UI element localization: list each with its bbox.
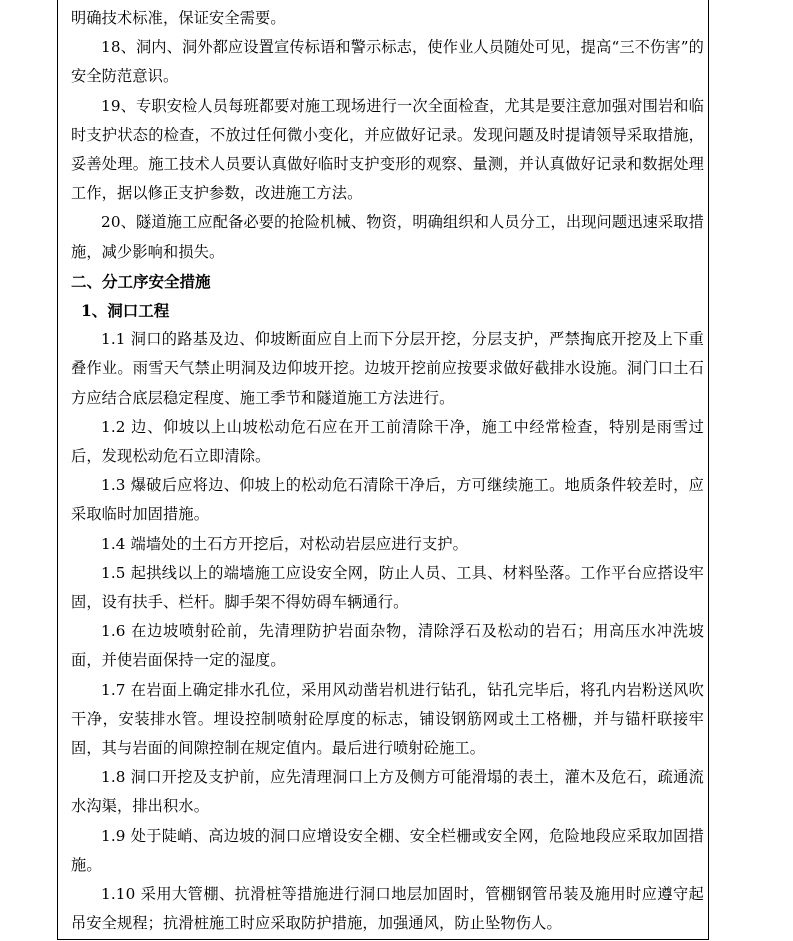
item-1-6: 1.6 在边坡喷射砼前，先清理防护岩面杂物，清除浮石及松动的岩石；用高压水冲洗坡面，并使岩面保持一定的湿度。 — [71, 622, 704, 670]
item-1-8: 1.8 洞口开挖及支护前，应先清理洞口上方及侧方可能滑塌的表土，灌木及危石，疏通流水沟渠，排出积水。 — [71, 768, 704, 816]
item-1-3: 1.3 爆破后应将边、仰坡上的松动危石清除干净后，方可继续施工。地质条件较差时，应采取临时加固措施。 — [71, 476, 704, 524]
item-1-10: 1.10 采用大管棚、抗滑桩等措施进行洞口地层加固时，管棚钢管吊装及施用时应遵守起吊安全规程；抗滑桩施工时应采取防护措施，加强通风，防止坠物伤人。 — [71, 885, 704, 933]
paragraph-17-tail: 明确技术标准，保证安全需要。 — [71, 9, 286, 27]
item-1-9: 1.9 处于陡峭、高边坡的洞口应增设安全棚、安全栏栅或安全网，危险地段应采取加固措施。 — [71, 826, 704, 874]
item-1-7: 1.7 在岩面上确定排水孔位，采用风动凿岩机进行钻孔，钻孔完毕后，将孔内岩粉送风吹干净，安装排水管。埋设控制喷射砼厚度的标志，铺设钢筋网或土工格栅，并与锚杆联接牢固，其与岩面的间隙控制在规定值内。最后进行喷射砼施工。 — [71, 680, 704, 758]
item-1-4: 1.4 端墙处的土石方开挖后，对松动岩层应进行支护。 — [101, 534, 469, 553]
paragraph-18: 18、洞内、洞外都应设置宣传标语和警示标志，使作业人员随处可见，提高“三不伤害”的安全防范意识。 — [71, 38, 704, 86]
section-heading: 二、分工序安全措施 — [71, 271, 211, 291]
paragraph-20: 20、隧道施工应配备必要的抢险机械、物资，明确组织和人员分工，出现问题迅速采取措施，减少影响和损失。 — [71, 213, 704, 261]
item-1-1: 1.1 洞口的路基及边、仰坡断面应自上而下分层开挖，分层支护，严禁掏底开挖及上下重叠作业。雨雪天气禁止明洞及边仰坡开挖。边坡开挖前应按要求做好截排水设施。洞门口土石方应结合底层稳定程度、施工季节和隧道施工方法进行。 — [71, 330, 704, 407]
paragraph-19: 19、专职安检人员每班都要对施工现场进行一次全面检查，尤其是要注意加强对围岩和临时支护状态的检查，不放过任何微小变化，并应做好记录。发现问题及时提请领导采取措施，妥善处理。施工技术人员要认真做好临时支护变形的观察、量测，并认真做好记录和数据处理工作，据以修正支护参数，改进施工方法。 — [71, 96, 704, 203]
document-body — [71, 4, 704, 939]
item-1-5: 1.5 起拱线以上的端墙施工应设安全网，防止人员、工具、材料坠落。工作平台应搭设牢固，设有扶手、栏杆。脚手架不得妨碍车辆通行。 — [71, 563, 704, 612]
subsection-heading: 1、洞口工程 — [81, 301, 170, 321]
item-1-2: 1.2 边、仰坡以上山坡松动危石应在开工前清除干净，施工中经常检查，特别是雨雪过后，发现松动危石立即清除。 — [71, 417, 704, 466]
